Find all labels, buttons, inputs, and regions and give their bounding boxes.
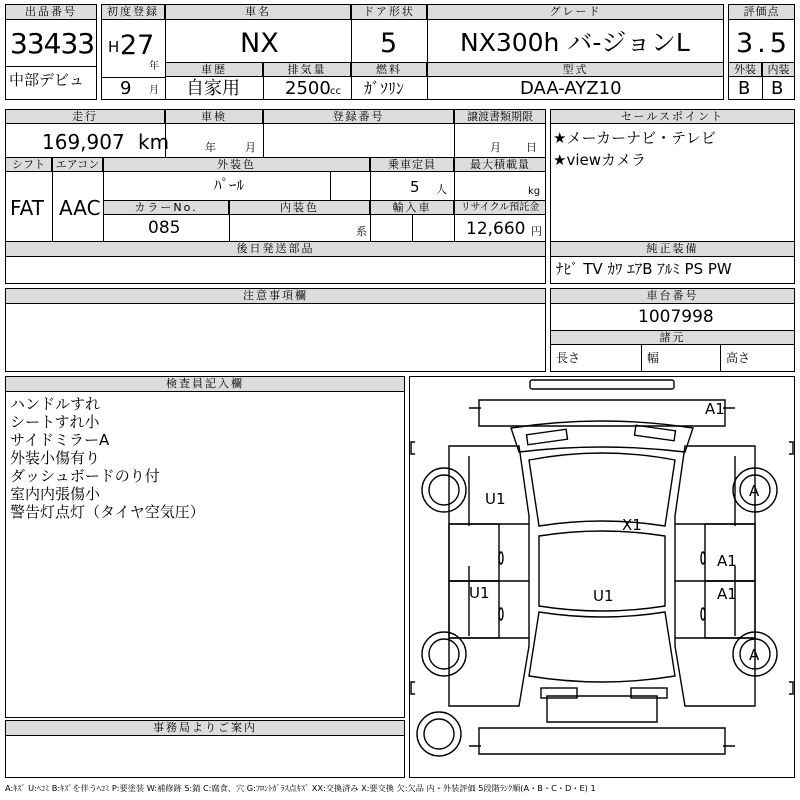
intcolor-label: 内装色 xyxy=(229,200,370,215)
legend-text: A:ｷｽﾞ U:ﾍｺﾐ B:ｷｽﾞを伴うﾍｺﾐ P:要塗装 W:補修跡 S:錆 C:腐食、穴 G:ﾌﾛﾝﾄｶﾞﾗｽ点ｷｽﾞ XX:交換済み X:要交換 欠:欠品 内・外装評価 5段階ﾗﾝｸ順(A・B・C・D・E) 1 xyxy=(5,783,596,793)
car-diagram xyxy=(409,376,795,778)
capacity-unit: 人 xyxy=(436,183,447,196)
sales-point-2: ★viewカメラ xyxy=(553,151,646,169)
length-label: 長さ xyxy=(556,351,581,365)
mark-a-right-rear: A xyxy=(749,646,760,664)
car-name: NX xyxy=(240,28,279,59)
remark-2: シートすれ小 xyxy=(10,413,100,431)
history-value: 自家用 xyxy=(186,78,240,99)
load-unit: kg xyxy=(528,186,541,197)
mileage-label: 走行 xyxy=(5,109,165,124)
era-mark: H xyxy=(108,38,120,56)
shift-label: シフト xyxy=(5,157,52,172)
displacement-value: 2500 xyxy=(285,78,331,99)
capacity-label: 乗車定員 xyxy=(370,157,454,172)
mark-a1-right-rear: A1 xyxy=(717,585,737,603)
exterior-label: 外装 xyxy=(728,62,762,77)
intcolor-unit: 系 xyxy=(356,225,367,238)
width-label: 幅 xyxy=(647,351,660,365)
transfer-day-unit: 日 xyxy=(526,141,537,154)
inspection-month-unit: 月 xyxy=(245,141,256,154)
model-label: 型式 xyxy=(427,62,724,77)
venue-name: 中部デビュ xyxy=(9,71,85,89)
mark-x1-center: X1 xyxy=(622,516,642,534)
transfer-month-unit: 月 xyxy=(490,141,501,154)
fuel-label: 燃料 xyxy=(351,62,427,77)
displacement-unit: cc xyxy=(330,86,341,97)
door-value: 5 xyxy=(380,28,398,59)
remark-7: 警告灯点灯（タイヤ空気圧） xyxy=(10,503,205,521)
remark-1: ハンドルすれ xyxy=(10,395,101,413)
mark-u1-center-rear: U1 xyxy=(593,587,614,605)
history-label: 車歴 xyxy=(165,62,263,77)
car-name-label: 車名 xyxy=(165,4,351,20)
lot-label: 出品番号 xyxy=(5,4,97,20)
ac-value: AAC xyxy=(59,196,101,220)
mileage-unit: km xyxy=(138,130,170,154)
displacement-label: 排気量 xyxy=(263,62,351,77)
reg-year: 27 xyxy=(120,30,155,61)
score-label: 評価点 xyxy=(728,4,795,20)
plate-label: 登録番号 xyxy=(263,109,454,124)
colorno-value: 085 xyxy=(148,218,181,238)
mark-a1-right-mid: A1 xyxy=(717,552,737,570)
office-label: 事務局よりご案内 xyxy=(5,720,405,736)
reg-month: 9 xyxy=(120,78,132,99)
sales-label: セールスポイント xyxy=(550,109,795,124)
mark-a-right-front: A xyxy=(749,482,760,500)
sales-point-1: ★メーカーナビ・テレビ xyxy=(553,129,716,147)
recycle-label: リサイクル預託金 xyxy=(454,200,546,215)
mileage-value: 169,907 xyxy=(42,130,125,154)
capacity-value: 5 xyxy=(410,178,420,196)
year-unit: 年 xyxy=(149,61,159,72)
mark-u1-left: U1 xyxy=(485,490,506,508)
ac-label: エアコン xyxy=(52,157,103,172)
model-value: DAA-AYZ10 xyxy=(520,78,622,99)
chassis-label: 車台番号 xyxy=(550,288,795,304)
mark-u1-left-rear: U1 xyxy=(469,584,490,602)
interior-label: 内装 xyxy=(762,62,795,77)
notes-label: 注意事項欄 xyxy=(5,288,546,304)
equipment-value: ﾅﾋﾞ TV ｶﾜ ｴｱB ｱﾙﾐ PS PW xyxy=(556,260,732,278)
fuel-value: ｶﾞｿﾘﾝ xyxy=(364,79,405,98)
exterior-score: B xyxy=(738,78,751,99)
color-value: ﾊﾟｰﾙ xyxy=(214,176,245,194)
mark-a1-top: A1 xyxy=(705,400,725,418)
remark-5: ダッシュボードのり付 xyxy=(10,467,160,485)
interior-score: B xyxy=(771,78,784,99)
remark-3: サイドミラーA xyxy=(10,431,110,449)
shift-value: FAT xyxy=(10,196,45,220)
transfer-label: 譲渡書類期限 xyxy=(454,109,546,124)
recycle-unit: 円 xyxy=(531,225,542,238)
height-label: 高さ xyxy=(726,351,751,365)
equipment-label: 純正装備 xyxy=(550,241,795,257)
inspector-label: 検査員記入欄 xyxy=(5,376,405,392)
remark-4: 外装小傷有り xyxy=(10,449,101,467)
load-label: 最大積載量 xyxy=(454,157,546,172)
import-label: 輸入車 xyxy=(370,200,454,215)
score-value: 3.5 xyxy=(736,28,791,59)
colorno-label: カラーNo. xyxy=(103,200,229,215)
remark-6: 室内内張傷小 xyxy=(10,485,101,503)
month-unit: 月 xyxy=(149,85,159,96)
color-label: 外装色 xyxy=(103,157,370,172)
specs-label: 諸元 xyxy=(550,330,795,345)
door-label: ドア形状 xyxy=(351,4,427,20)
later-parts-label: 後日発送部品 xyxy=(5,241,546,257)
grade-label: グレード xyxy=(427,4,724,20)
inspection-year-unit: 年 xyxy=(205,141,216,154)
inspection-label: 車検 xyxy=(165,109,263,124)
first-reg-label: 初度登録 xyxy=(101,4,165,20)
lot-number: 33433 xyxy=(10,27,95,60)
chassis-number: 1007998 xyxy=(638,307,714,327)
recycle-value: 12,660 xyxy=(466,219,526,239)
grade-value: NX300h バ-ジョンL xyxy=(460,28,690,57)
